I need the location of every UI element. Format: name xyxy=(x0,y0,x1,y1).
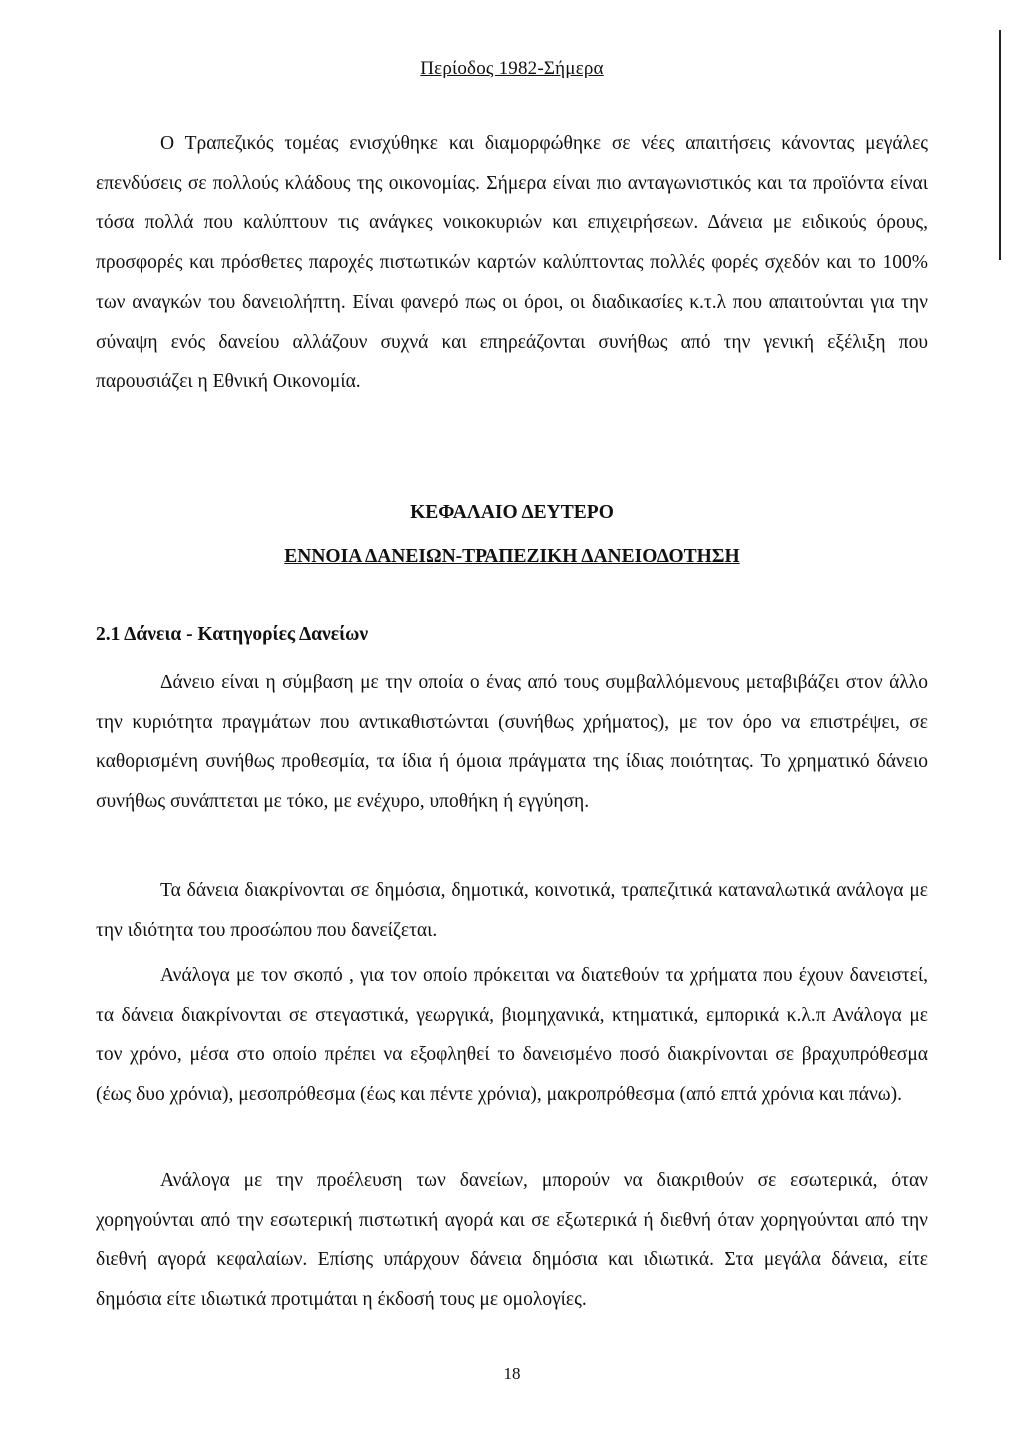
page-number: 18 xyxy=(503,1364,521,1383)
classification-by-origin-paragraph: Ανάλογα με την προέλευση των δανείων, μπορούν να διακριθούν σε εσωτερικά, όταν χορηγούνται από την εσωτερική πιστωτική αγορά και σε εξωτερικά ή διεθνή όταν χορηγούνται από την διεθνή αγορά κεφαλαίων. Επίσης υπάρχουν δάνεια δημόσια και ιδιωτικά. Στα μεγάλα δάνεια, είτε δημόσια είτε ιδιωτικά προτιμάται η έκδοσή τους με ομολογίες. xyxy=(96,1170,928,1311)
classification-by-purpose-paragraph: Ανάλογα με τον σκοπό , για τον οποίο πρόκειται να διατεθούν τα χρήματα που έχουν δανειστεί, τα δάνεια διακρίνονται σε στεγαστικά, γεωργικά, βιομηχανικά, κτηματικά, εμπορικά κ.λ.π Ανάλογα με τον χρόνο, μέσα στο οποίο πρέπει να εξοφληθεί το δανεισμένο ποσό διακρίνονται σε βραχυπρόθεσμα (έως δυο χρόνια), μεσοπρόθεσμα (έως και πέντε χρόνια), μακροπρόθεσμα (από επτά χρόνια και πάνω). xyxy=(96,965,928,1106)
section-heading: Περίοδος 1982-Σήμερα xyxy=(420,58,604,79)
intro-paragraph: Ο Τραπεζικός τομέας ενισχύθηκε και διαμορφώθηκε σε νέες απαιτήσεις κάνοντας μεγάλες επενδύσεις σε πολλούς κλάδους της οικονομίας. Σήμερα είναι πιο ανταγωνιστικός και τα προϊόντα είναι τόσα πολλά που καλύπτουν τις ανάγκες νοικοκυριών και επιχειρήσεων. Δάνεια με ειδικούς όρους, προσφορές και πρόσθετες παροχές πιστωτικών καρτών καλύπτοντας πολλές φορές σχεδόν και το 100% των αναγκών του δανειολήπτη. Είναι φανερό πως οι όροι, οι διαδικασίες κ.τ.λ που απαιτούνται για την σύναψη ενός δανείου αλλάζουν συχνά και επηρεάζονται συνήθως από την γενική εξέλιξη που παρουσιάζει η Εθνική Οικονομία. xyxy=(96,133,928,393)
chapter-number-title: ΚΕΦΑΛΑΙΟ ΔΕΥΤΕΡΟ xyxy=(410,502,614,523)
subsection-heading: 2.1 Δάνεια - Κατηγορίες Δανείων xyxy=(96,624,369,645)
classification-by-borrower-paragraph: Τα δάνεια διακρίνονται σε δημόσια, δημοτικά, κοινοτικά, τραπεζιτικά καταναλωτικά ανάλογα με την ιδιότητα του προσώπου που δανείζεται. xyxy=(96,880,928,941)
chapter-subject-title: ΕΝΝΟΙΑ ΔΑΝΕΙΩΝ-ΤΡΑΠΕΖΙΚΗ ΔΑΝΕΙΟΔΟΤΗΣΗ xyxy=(284,546,740,567)
definition-paragraph: Δάνειο είναι η σύμβαση με την οποία ο ένας από τους συμβαλλόμενους μεταβιβάζει στον άλλο την κυριότητα πραγμάτων που αντικαθιστώνται (συνήθως χρήματος), με τον όρο να επιστρέψει, σε καθορισμένη συνήθως προθεσμία, τα ίδια ή όμοια πράγματα της ίδιας ποιότητας. Το χρηματικό δάνειο συνήθως συνάπτεται με τόκο, με ενέχυρο, υποθήκη ή εγγύηση. xyxy=(96,672,928,813)
